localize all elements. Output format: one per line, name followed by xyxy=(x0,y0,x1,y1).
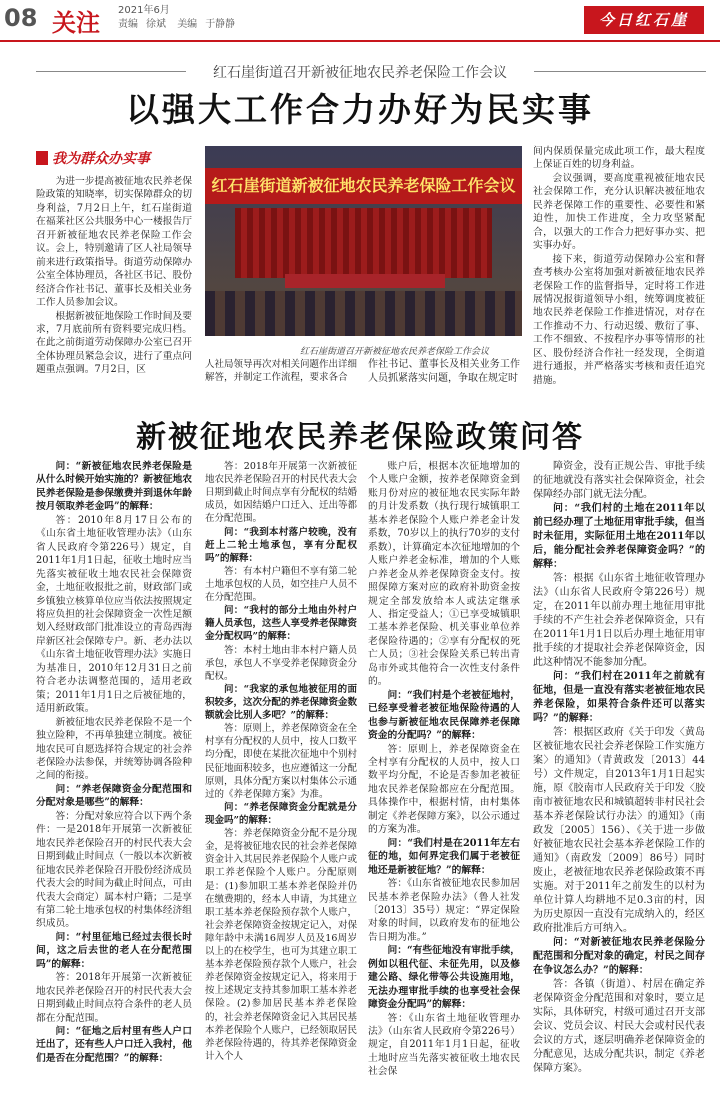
article1-headline: 以强大工作合力办好为民实事 xyxy=(126,90,594,129)
meeting-photo xyxy=(205,146,522,336)
article1-tag xyxy=(36,148,150,168)
answer: 答：根据《山东省土地征收管理办法》（山东省人民政府令第226号）规定，在2011年以前办理土地征用审批手续的不产生社会养老保障资金，只有在2011年1月1日以后办理土地征用审批手续的才提取社会养老保障资金，因此这种情况不能参加分配。 xyxy=(533,573,705,668)
tag-label: 我为群众办实事 xyxy=(52,151,150,167)
answer: 答：《山东省被征地农民参加居民基本养老保险办法》（鲁人社发〔2013〕35号）规定：“界定保险对象的时间，以政府发布的征地公告日期为准。” xyxy=(368,878,520,943)
answer: 答：2018年开展第一次新被征地农民养老保险召开的村民代表大会日期到截止时间点符合条件的老人员都在分配范围。 xyxy=(36,972,192,1024)
paragraph: 根据新被征地保险工作时间及要求，7月底前所有资料要完成归档。在此之前街道劳动保障办公室已召开全体协理员紧急会议，进行了重点问题重点强调。7月2日，区 xyxy=(36,310,192,376)
paragraph: 为进一步提高被征地农民养老保险政策的知晓率，切实保障群众的切身利益，7月2日上午，红石崖街道在福莱社区公共服务中心一楼报告厅召开新被征地农民养老保险工作会议。会上，特别邀请了区人社局领导前来进行政策指导。街道劳动保障办公室全体协理员，各社区书记、股份经济合作社书记、董事长及相关业务工作人员参加会议。 xyxy=(36,176,192,309)
paragraph: 接下来，街道劳动保障办公室和督查考核办公室将加强对新被征地农民养老保险工作的监督指导，定时将工作进展情况报街道领导小组，统筹调度被征地农民养老保险工作推进情况，对存在工作推动不力、行动迟缓、敷衍了事、工作不细致、不按程序办事等情形的社区、股份经济合作社一经发现，全街道进行通报，并严格落实考核和责任追究措施。 xyxy=(533,253,705,386)
paragraph: 人社局领导再次对相关问题作出详细解答，并制定工作流程，要求各合 xyxy=(205,359,358,384)
audience xyxy=(205,291,522,336)
article1-col4 xyxy=(533,145,705,387)
question: 问：“村里征地已经过去很长时间，这之后去世的老人在分配范围吗”的解释： xyxy=(36,931,192,970)
answer: 障资金，没有正规公告、审批手续的征地就没有落实社会保障资金，社会保障经办部门就无法分配。 xyxy=(533,461,705,500)
question: 问：“我们村在2011年之前就有征地，但是一直没有落实老被征地农民养老保险，如果符合条件还可以落实吗？”的解释： xyxy=(533,671,705,724)
masthead xyxy=(0,0,720,40)
issue-date: 2021年6月 xyxy=(118,5,170,16)
answer: 账户后，根据本次征地增加的个人账户金额，按养老保障资金到账月份对应的被征地农民实际年龄的月计发系数（执行现行城镇职工基本养老保险个人账户养老金计发系数，70岁以上的执行70岁的支付系数），计算确定本次征地增加的个人账户养老金标准，增加的个人账户养老金从养老保障资金支付。按照保障方案对应的政府补助资金按规定全部发放给本人或法定继承人、指定受益人；①已享受城镇职工基本养老保险、机关事业单位养老保险待遇的；②享有分配权的死亡人员；③社会保险关系已转出青岛市外或其他符合一次性支付条件的。 xyxy=(368,461,520,688)
answer: 答：原则上，养老保障资金在全村享有分配权的人员中，按人口数平均分配，不论是否参加老被征地农民养老保险都应在分配范围。具体操作中，根据村情，由村集体制定《养老保障方案》，以公示通过的方案为准。 xyxy=(368,743,520,836)
question: 问：“我们村是个老被征地村，已经享受着老被征地保险待遇的人也参与新被征地农民保障养老保障资金的分配吗？”的解释： xyxy=(368,689,520,742)
masthead-meta xyxy=(118,4,243,32)
photo-caption: 红石崖街道召开新被征地农民养老保险工作会议 xyxy=(300,347,490,357)
paragraph: 作社书记、董事长及相关业务工作人员抓紧落实问题，争取在规定时 xyxy=(368,359,520,384)
question: 问：“征地之后村里有些人户口迁出了，还有些人户口迁入我村，他们是否在分配范围？”的解释： xyxy=(36,1026,192,1064)
answer: 答：根据区政府《关于印发〈黄岛区被征地农民社会养老保险工作实施方案〉的通知》（青黄政发〔2013〕44号）文件规定，自2013年1月1日起实施，原《胶南市人民政府关于印发〈胶南市被征地农民和城镇超转非村民社会基本养老保险试行办法〉的通知》（南政发〔2005〕156）、《关于进一步做好被征地农民社会基本养老保险工作的通知》（南政发〔2009〕86号）同时废止，老被征地农民养老保险政策不再实施。对于2011年之前发生的以村为单位计算人均耕地不足0.3亩的村，因为历史原因一直没有完成纳入的，经区政府批准后方可纳入。 xyxy=(533,727,705,934)
paragraph: 会议强调，要高度重视被征地农民社会保障工作，充分认识解决被征地农民养老保障工作的重要性、必要性和紧迫性，加快工作进度，全力攻坚紧配合，以强大的工作合力把好事办实、把实事办好。 xyxy=(533,172,705,252)
page-number: 08 xyxy=(4,4,38,32)
editor-label: 责编 xyxy=(118,19,138,30)
question: 问：“对新被征地农民养老保险分配范围和分配对象的确定，村民之间存在争议怎么办？”的解释： xyxy=(533,937,705,976)
answer: 答：本村土地由非本村户籍人员承包，承包人不享受养老保障资金分配权。 xyxy=(205,644,358,682)
answer: 答：养老保障资金分配不是分现金，是将被征地农民的社会养老保障资金计入其居民养老保险个人账户或职工养老保险个人账户。分配原则是：(1)参加职工基本养老保险并仍在缴费期的，经本人申请，为其建立职工基本养老保险预存款个人账户，社会养老保障资金按规定记入，对保障年龄中未满16周岁人员及16周岁以上的在校学生，也可为其建立职工基本养老保险预存款个人账户，社会养老保障资金按规定记入，将来用于按上述规定支持其参加职工基本养老保险。(2)参加居民基本养老保险的，社会养老保障资金记入其居民基本养老保险个人账户，已经领取居民养老保险待遇的，待其养老保障资金计入个人 xyxy=(205,828,358,1062)
answer: 答：《山东省土地征收管理办法》（山东省人民政府令第226号）规定，自2011年1月1日起，征收土地时应当先落实被征收土地农民社会保 xyxy=(368,1012,520,1078)
answer: 新被征地农民养老保险不是一个独立险种，不再单独建立制度。被征地农民可自愿选择符合规定的社会养老保险办法参保，并统筹协调各险种之间的衔接。 xyxy=(36,716,192,782)
article1-col3 xyxy=(368,358,520,386)
answer: 答：2018年开展第一次新被征地农民养老保险召开的村民代表大会日期到截止时间点享有分配权的结婚成员，如因结婚户口迁入、迁出等都在分配范围。 xyxy=(205,461,358,525)
answer: 答：各镇（街道）、村居在确定养老保障资金分配范围和对象时，要立足实际，具体研究，村级可通过召开支部会议、党员会议、村民大会或村民代表会议的方式，逐层明确养老保障资金的分配意见，达成分配共识，制定《养老保障方案》。 xyxy=(533,979,705,1074)
question: 问：“我到本村落户较晚，没有赶上二轮土地承包，享有分配权吗”的解释： xyxy=(205,526,357,564)
editor-name: 徐斌 xyxy=(146,19,166,30)
article2-col2 xyxy=(205,460,357,1063)
masthead-rule xyxy=(0,40,720,42)
section-name: 关注 xyxy=(52,9,100,37)
question: 问：“养老保障资金分配范围和分配对象是哪些”的解释： xyxy=(36,783,192,809)
answer: 答：原则上，养老保障资金在全村享有分配权的人员中，按人口数平均分配，即使在某批次征地中个别村民征地面积较多，也应遵循这一分配原则，具体分配方案以村集体公示通过的《养老保障方案》为准。 xyxy=(205,723,358,800)
question: 问：“我们村的土地在2011年以前已经办理了土地征用审批手续，但当时未征用，实际征用土地在2011年以后，能分配社会养老保障资金吗？”的解释： xyxy=(533,503,705,570)
answer: 答：有本村户籍但不享有第二轮土地承包权的人员，如空挂户人员不在分配范围。 xyxy=(205,565,358,604)
answer: 答：2010年8月17日公布的《山东省土地征收管理办法》（山东省人民政府令第226号）规定，自2011年1月1日起，征收土地时应当先落实被征收土地农民社会保障资金，土地征收报批之前，财政部门或乡镇独立核算单位应当依法按照规定将应负担的社会保障资金一次性足额划入经财政部门批准设立的青岛西海岸新区社会保障专户。新、老办法以《山东省土地征收管理办法》实施日为基准日，2010年12月31日之前符合老办法调整范围的，适用老政策；2011年1月1日之后被征地的，适用新政策。 xyxy=(36,514,192,715)
stage-curtain xyxy=(235,208,492,278)
question: 问：“我家的承包地被征用的面积较多，这次分配的养老保障资金数额就会比别人多吧？”的解释： xyxy=(205,683,358,722)
article1-kicker: 红石崖街道召开新被征地农民养老保险工作会议 xyxy=(213,65,507,81)
question: 问：“我村的部分土地由外村户籍人员承包，这些人享受养老保障资金分配权吗”的解释： xyxy=(205,605,358,643)
question: 问：“我们村是在2011年左右征的地，如何界定我们属于老被征地还是新被征地？”的解释： xyxy=(368,837,520,876)
designer-label: 美编 xyxy=(177,19,198,30)
brand-logo: 今日红石崖 xyxy=(584,6,704,34)
article2-col4 xyxy=(533,460,705,1076)
article1-col2 xyxy=(205,358,357,384)
article2-col1 xyxy=(36,460,192,1065)
article2-headline: 新被征地农民养老保险政策问答 xyxy=(136,420,584,455)
question: 问：“有些征地没有审批手续，例如以租代征、未征先用，以及修建公路、绿化带等公共设施用地，无法办理审批手续的也享受社会保障资金分配吗”的解释： xyxy=(368,945,520,1011)
answer: 答：分配对象应符合以下两个条件：一是2018年开展第一次新被征地农民养老保险召开的村民代表大会日期到截止时间点（一般以本次新被征地农民养老保险召开股份经济成员代表大会的时间为截止时间点，可由代表大会商定）属本村户籍；二是享有第二轮土地承包权的村集体经济组织成员。 xyxy=(36,810,192,930)
paragraph: 间内保质保量完成此项工作，最大程度上保证百姓的切身利益。 xyxy=(533,146,705,171)
designer-name: 于静静 xyxy=(205,19,236,30)
article1-col1 xyxy=(36,175,192,377)
question: 问：“养老保障资金分配就是分现金吗”的解释： xyxy=(205,801,357,826)
stage-table xyxy=(285,274,445,288)
article2-col3 xyxy=(368,460,520,1079)
question: 问：“新被征地农民养老保险是从什么时候开始实施的？新被征地农民养老保险是参保缴费并到退休年龄按月领取养老金吗”的解释： xyxy=(36,461,192,513)
photo-banner: 红石崖街道新被征地农民养老保险工作会议 xyxy=(205,168,522,204)
flag-icon xyxy=(36,151,48,165)
